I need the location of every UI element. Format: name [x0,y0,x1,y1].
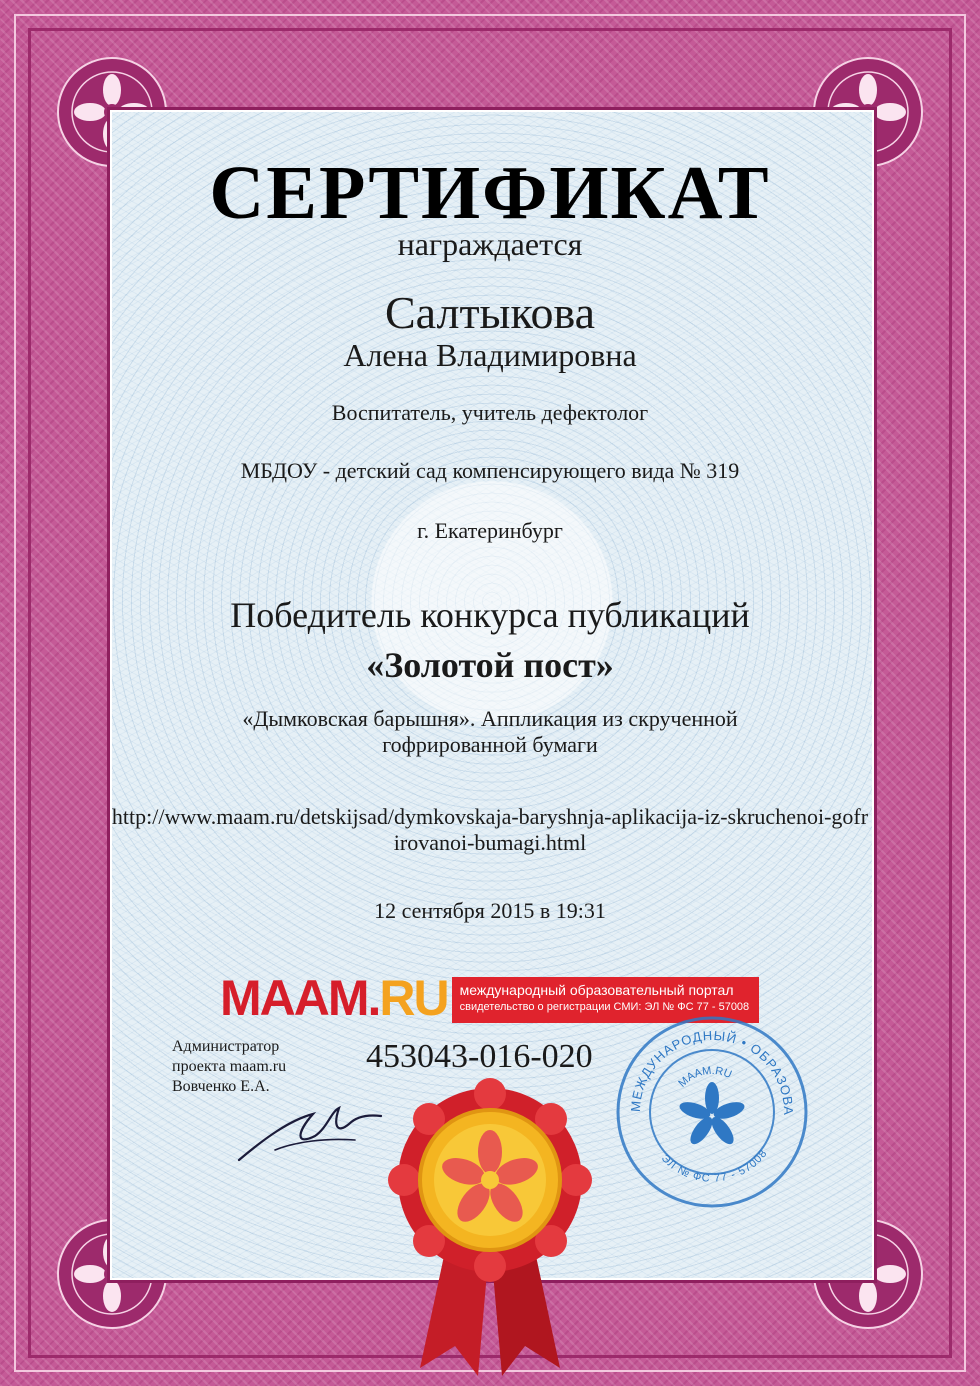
recipient-position: Воспитатель, учитель дефектолог [331,400,649,425]
seal-ring-text: МЕЖДУНАРОДНЫЙ • ОБРАЗОВА [627,1027,797,1115]
award-date: 12 сентября 2015 в 19:31 [374,898,606,923]
admin-line-3: Вовченко Е.А. [172,1078,270,1095]
logo-registration: свидетельство о регистрации СМИ: ЭЛ № ФС 77 - 57008 [459,1001,750,1013]
recipient-surname: Салтыкова [384,287,595,338]
seal-inner-text: MAAM.RU [676,1064,734,1090]
admin-line-2: проекта maam.ru [172,1058,287,1075]
recipient-organization: МБДОУ - детский сад компенсирующего вида № 319 [240,458,740,483]
award-rosette-icon [380,1078,600,1383]
svg-text:MAAM.RU [676,1065,733,1090]
admin-line-1: Администратор [172,1038,280,1055]
recipient-given-names: Алена Владимировна [343,337,637,373]
certificate-title: СЕРТИФИКАТ [209,151,771,235]
logo-word: MAAM. [220,970,380,1026]
seal-stamp-icon [612,1012,812,1217]
admin-block [172,1037,286,1097]
seal-lower-text: ЭЛ № ФС 77 - 57008 [658,1147,771,1185]
svg-text:МЕЖДУНАРОДНЫЙ • ОБРАЗОВАТЕЛЬНЫ [612,1012,796,1115]
logo-tagline: международный образовательный портал [459,982,734,998]
publication-url: http://www.maam.ru/detskijsad/dymkovskaja-baryshnja-aplikacija-iz-skruchenoi-gofrirovanoi-bumagi.html [111,804,869,855]
registration-number: 453043-016-020 [366,1038,593,1075]
logo-suffix: RU [379,970,448,1026]
recipient-city: г. Екатеринбург [417,518,563,543]
svg-text:ЭЛ № ФС 77 - 57008 [659,1147,770,1185]
signature-icon [235,1098,385,1173]
contest-name: «Золотой пост» [366,645,614,685]
awarded-to-label: награждается [397,226,583,262]
award-text: Победитель конкурса публикаций [230,595,750,635]
publication-title: «Дымковская барышня». Аппликация из скрученной гофрированной бумаги [242,706,738,757]
